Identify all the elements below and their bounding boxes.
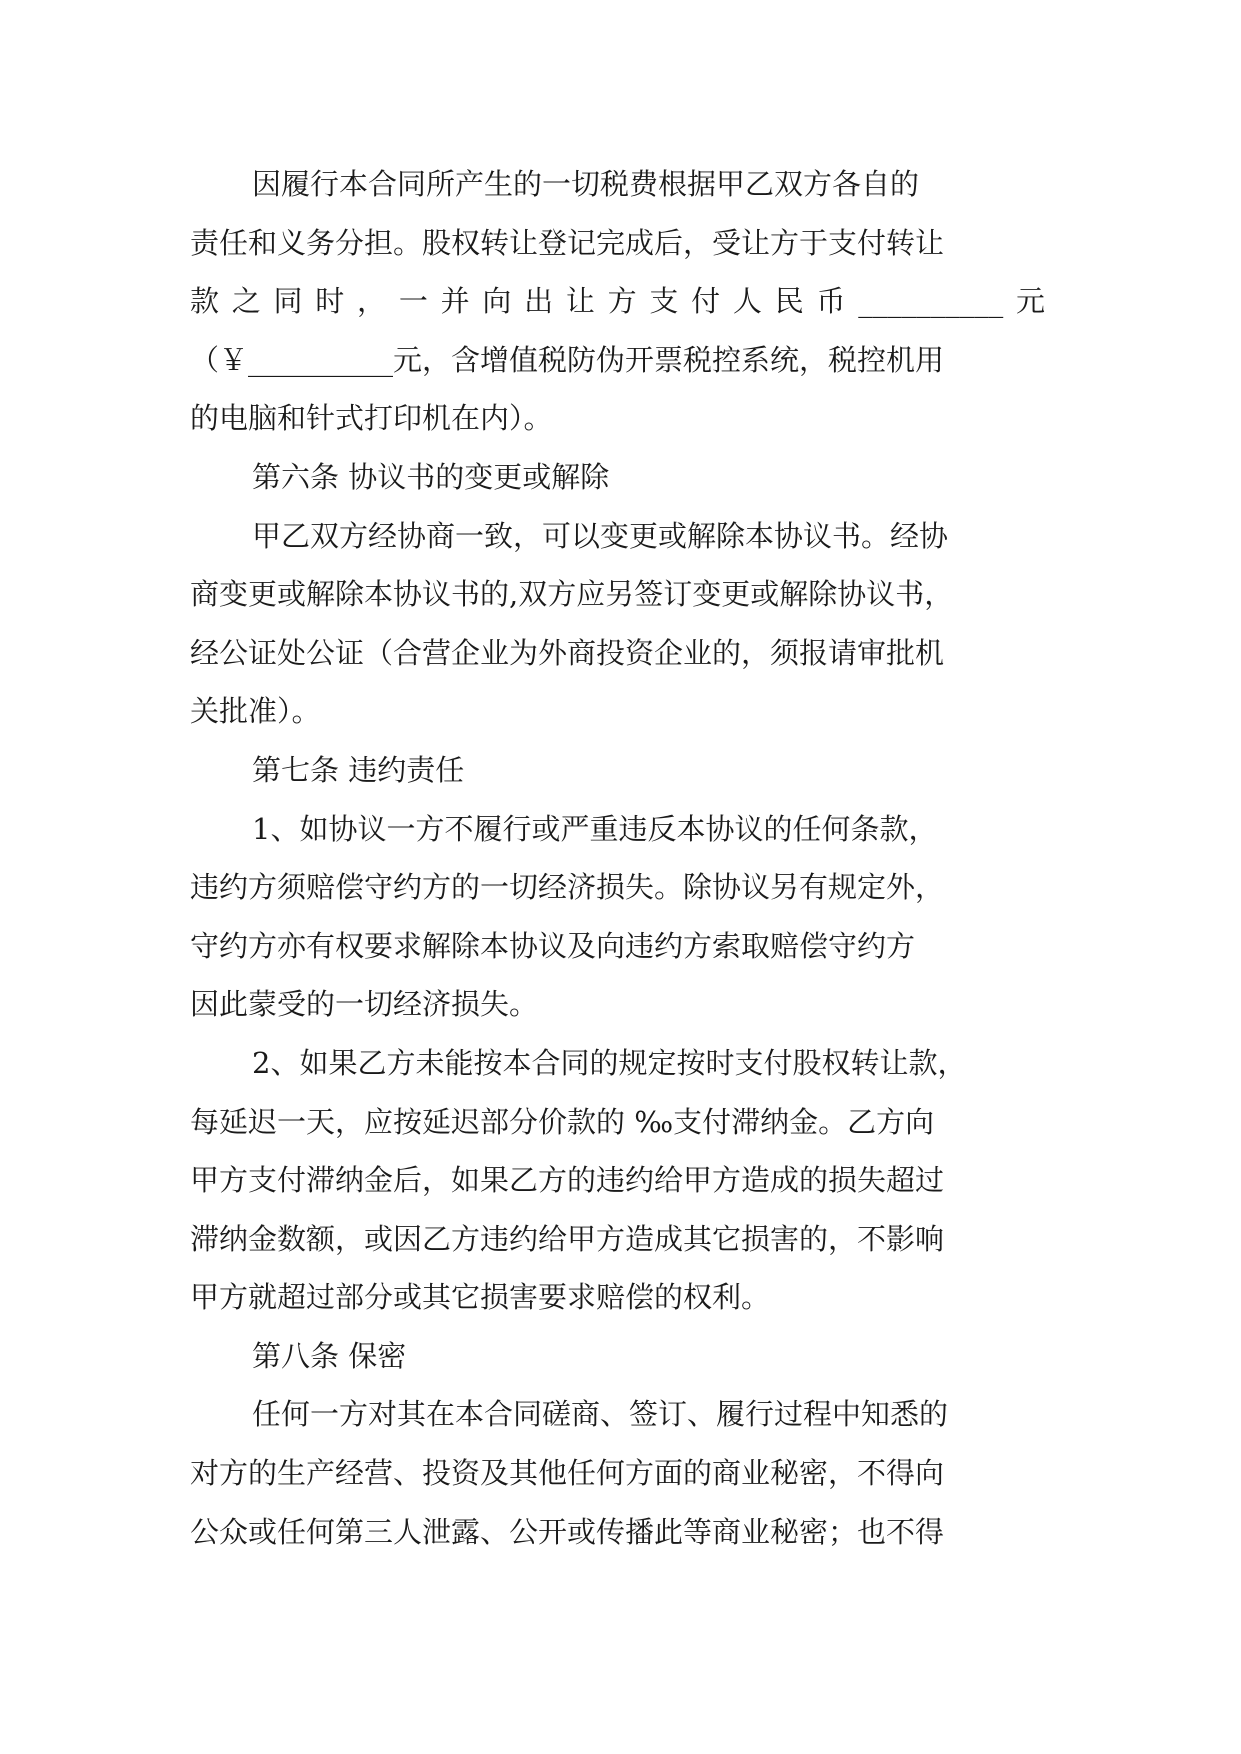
text-line: 款之同时，一并向出让方支付人民币__________元 — [190, 284, 1045, 319]
text-line: 甲方支付滞纳金后，如果乙方的违约给甲方造成的损失超过 — [190, 1163, 945, 1198]
text-line: 滞纳金数额，或因乙方违约给甲方造成其它损害的，不影响 — [190, 1221, 945, 1256]
article-6-body — [190, 507, 1045, 741]
text-line: 任何一方对其在本合同磋商、签订、履行过程中知悉的 — [252, 1397, 949, 1432]
text-line: 2、如果乙方未能按本合同的规定按时支付股权转让款， — [252, 1045, 967, 1080]
article-8-heading: 第八条 保密 — [252, 1338, 407, 1373]
text-line: 每延迟一天，应按延迟部分价款的 ‰支付滞纳金。乙方向 — [190, 1104, 935, 1139]
text-line: 经公证处公证（合营企业为外商投资企业的，须报请审批机 — [190, 635, 945, 670]
text-line: 甲乙双方经协商一致，可以变更或解除本协议书。经协 — [252, 518, 949, 553]
article-7-heading: 第七条 违约责任 — [252, 752, 465, 787]
text-line: 对方的生产经营、投资及其他任何方面的商业秘密，不得向 — [190, 1456, 945, 1491]
article-7-item-2 — [190, 1034, 1045, 1327]
text-line: （￥__________元，含增值税防伪开票税控系统，税控机用 — [190, 342, 945, 377]
text-line: 责任和义务分担。股权转让登记完成后，受让方于支付转让 — [190, 225, 945, 260]
text-line: 因此蒙受的一切经济损失。 — [190, 987, 539, 1022]
text-line: 因履行本合同所产生的一切税费根据甲乙双方各自的 — [252, 167, 920, 201]
document-page — [190, 155, 1045, 1561]
text-line: 守约方亦有权要求解除本协议及向违约方索取赔偿守约方 — [190, 928, 916, 963]
text-line: 商变更或解除本协议书的,双方应另签订变更或解除协议书， — [190, 577, 954, 612]
text-line: 违约方须赔偿守约方的一切经济损失。除协议另有规定外， — [190, 870, 945, 905]
text-line: 公众或任何第三人泄露、公开或传播此等商业秘密；也不得 — [190, 1514, 945, 1549]
text-line: 甲方就超过部分或其它损害要求赔偿的权利。 — [190, 1280, 771, 1315]
article-8-body — [190, 1385, 1045, 1561]
text-line: 关批准）。 — [190, 694, 321, 729]
article-6-heading: 第六条 协议书的变更或解除 — [252, 459, 610, 494]
paragraph-tax — [190, 155, 1045, 448]
article-7-item-1 — [190, 800, 1045, 1034]
text-line: 1、如协议一方不履行或严重违反本协议的任何条款， — [252, 811, 938, 846]
text-line: 的电脑和针式打印机在内）。 — [190, 401, 553, 436]
